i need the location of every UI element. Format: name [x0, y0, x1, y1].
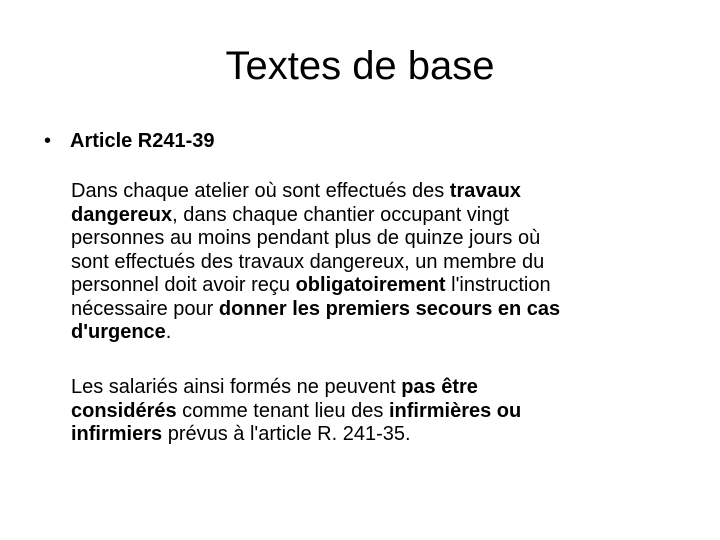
- paragraph-line: [71, 298, 671, 322]
- paragraph-line: [71, 204, 671, 228]
- slide-title: Textes de base: [225, 44, 495, 88]
- emphasis-run: considérés: [71, 399, 177, 422]
- text-run: nécessaire pour: [71, 297, 219, 320]
- paragraph-line: [71, 376, 671, 400]
- emphasis-run: dangereux: [71, 203, 173, 226]
- article-paragraph-1: [71, 180, 671, 345]
- text-run: l'instruction: [445, 274, 551, 296]
- paragraph-line: personnes au moins pendant plus de quinze jours où: [71, 227, 541, 249]
- emphasis-run: infirmières ou: [388, 399, 522, 422]
- paragraph-line: [71, 321, 671, 345]
- article-paragraph-2: [71, 376, 671, 447]
- article-label: Article R241-39: [70, 130, 215, 152]
- emphasis-run: donner les premiers secours en cas: [218, 297, 561, 320]
- emphasis-run: d'urgence: [71, 321, 166, 343]
- paragraph-line: [71, 400, 671, 424]
- emphasis-run: infirmiers: [71, 423, 163, 445]
- text-run: comme tenant lieu des: [176, 399, 389, 422]
- paragraph-line: [71, 274, 671, 298]
- text-run: , dans chaque chantier occupant vingt: [172, 203, 510, 226]
- text-run: Les salariés ainsi formés ne peuvent: [71, 376, 402, 398]
- emphasis-run: obligatoirement: [295, 274, 446, 296]
- text-run: Dans chaque atelier où sont effectués des: [71, 180, 450, 202]
- text-run: .: [165, 321, 172, 343]
- emphasis-run: pas être: [401, 376, 478, 398]
- paragraph-line: [71, 180, 671, 204]
- paragraph-line: sont effectués des travaux dangereux, un membre du: [71, 250, 545, 273]
- text-run: personnel doit avoir reçu: [71, 274, 296, 296]
- paragraph-line: [71, 423, 671, 447]
- text-run: prévus à l'article R. 241-35.: [162, 423, 411, 445]
- bullet-article: [44, 128, 215, 154]
- emphasis-run: travaux: [449, 180, 521, 202]
- bullet-marker: •: [44, 130, 52, 152]
